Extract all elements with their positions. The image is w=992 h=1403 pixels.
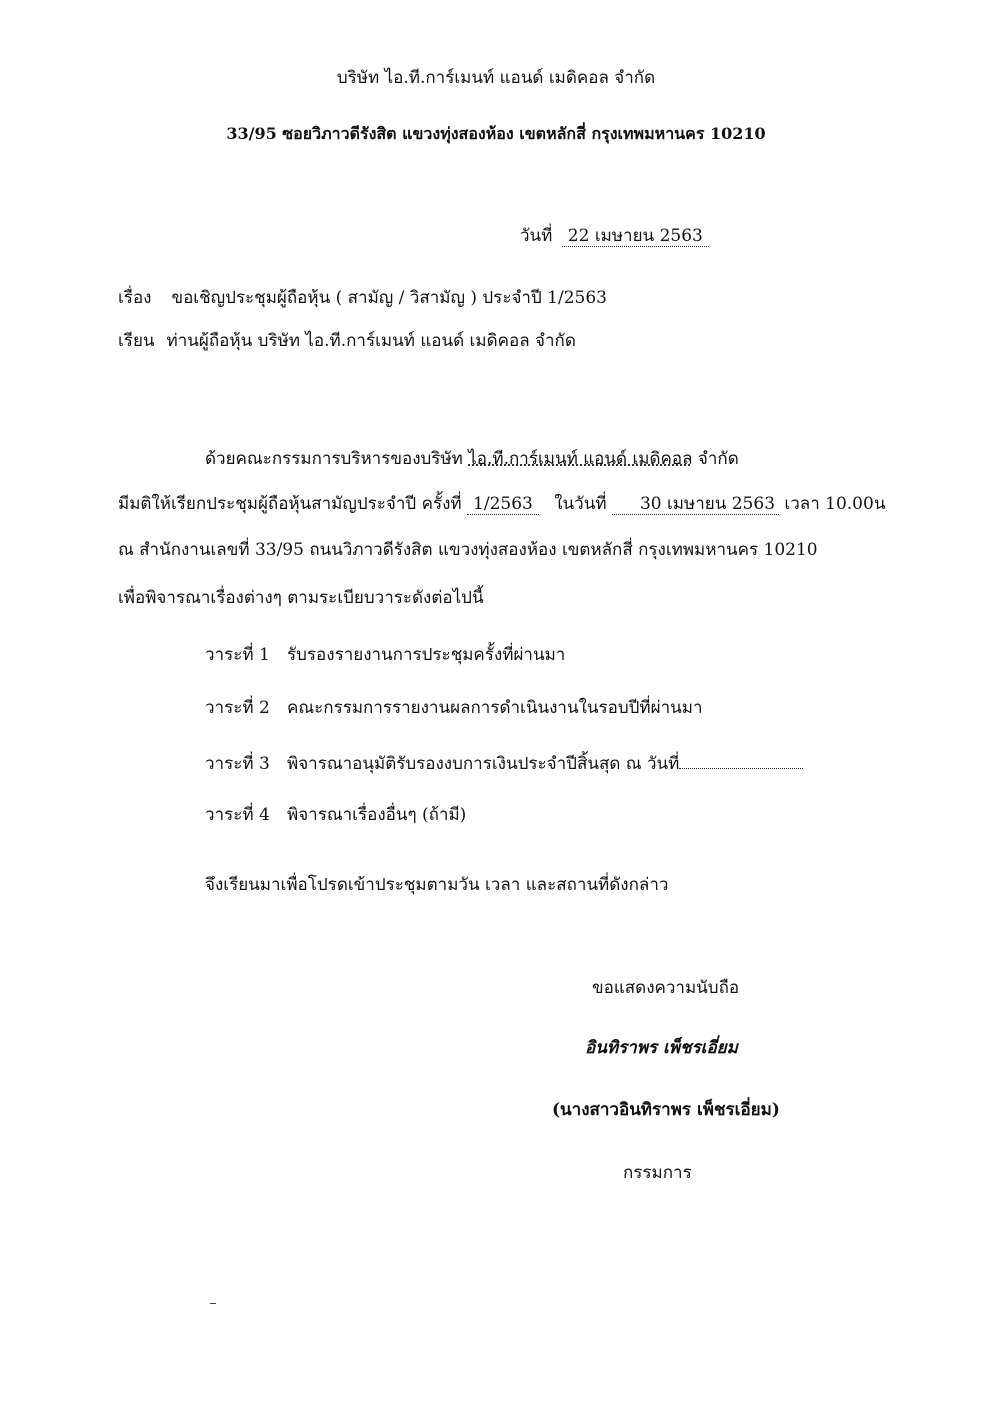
body-line-3: ณ สำนักงานเลขที่ 33/95 ถนนวิภาวดีรังสิต แขวงทุ่งสองห้อง เขตหลักสี่ กรุงเทพมหานคร 10210 [118, 540, 818, 560]
agenda-item-label: วาระที่ 3 [205, 754, 270, 774]
body-line-4: เพื่อพิจารณาเรื่องต่างๆ ตามระเบียบวาระดังต่อไปนี้ [118, 588, 484, 608]
subject-label: เรื่อง [118, 288, 152, 308]
date-value: 22 เมษายน 2563 [562, 226, 709, 247]
date-label: วันที่ [520, 226, 553, 246]
body-line-2-mid: ในวันที่ [554, 494, 607, 514]
agenda-item-4 [205, 805, 466, 825]
agenda-item-label: วาระที่ 4 [205, 805, 270, 825]
company-address: 33/95 ซอยวิภาวดีรังสิต แขวงทุ่งสองห้อง เขตหลักสี่ กรุงเทพมหานคร 10210 [226, 124, 766, 143]
meeting-date: 30 เมษายน 2563 [612, 494, 779, 515]
body-line-1-prefix: ด้วยคณะกรรมการบริหารของบริษัท [205, 449, 463, 469]
agenda-item-text: รับรองรายงานการประชุมครั้งที่ผ่านมา [287, 645, 566, 665]
scan-speck [210, 1303, 216, 1304]
agenda-item-1 [205, 645, 565, 665]
body-line-2-prefix: มีมติให้เรียกประชุมผู้ถือหุ้นสามัญประจำปี ครั้งที่ [118, 494, 462, 514]
agenda-item-label: วาระที่ 2 [205, 698, 270, 718]
agenda-item-label: วาระที่ 1 [205, 645, 270, 665]
recipient-text: ท่านผู้ถือหุ้น บริษัท ไอ.ที.การ์เมนท์ แอนด์ เมดิคอล จำกัด [166, 331, 576, 351]
signer-name: (นางสาวอินทิราพร เพ็ชรเอี่ยม) [552, 1100, 780, 1120]
subject-line [118, 288, 607, 308]
closing-regards: ขอแสดงความนับถือ [592, 978, 740, 998]
closing-invitation: จึงเรียนมาเพื่อโปรดเข้าประชุมตามวัน เวลา และสถานที่ดังกล่าว [205, 875, 669, 895]
recipient-line [118, 331, 576, 351]
agenda-item-text: คณะกรรมการรายงานผลการดำเนินงานในรอบปีที่ผ่านมา [287, 698, 703, 718]
subject-text: ขอเชิญประชุมผู้ถือหุ้น ( สามัญ / วิสามัญ ) ประจำปี 1/2563 [171, 288, 607, 308]
recipient-label: เรียน [118, 331, 155, 351]
signature: อินทิราพร เพ็ชรเอี่ยม [585, 1038, 738, 1058]
company-name: บริษัท ไอ.ที.การ์เมนท์ แอนด์ เมดิคอล จำกัด [336, 68, 656, 88]
meeting-number: 1/2563 [467, 494, 539, 515]
body-line-2 [118, 494, 885, 515]
agenda-item-text: พิจารณาเรื่องอื่นๆ (ถ้ามี) [287, 805, 467, 825]
body-line-1-suffix: จำกัด [697, 449, 739, 469]
body-line-1 [205, 449, 739, 469]
agenda-date-blank [679, 752, 803, 769]
body-company-name: ไอ.ที.การ์เมนท์ แอนด์ เมดิคอล [468, 449, 693, 469]
signer-position: กรรมการ [623, 1163, 692, 1183]
agenda-item-2 [205, 698, 703, 718]
date-line [520, 226, 709, 247]
agenda-item-3 [205, 752, 803, 774]
agenda-item-text: พิจารณาอนุมัติรับรองงบการเงินประจำปีสิ้นสุด ณ วันที่ [287, 754, 680, 774]
meeting-time: เวลา 10.00น [784, 494, 886, 514]
